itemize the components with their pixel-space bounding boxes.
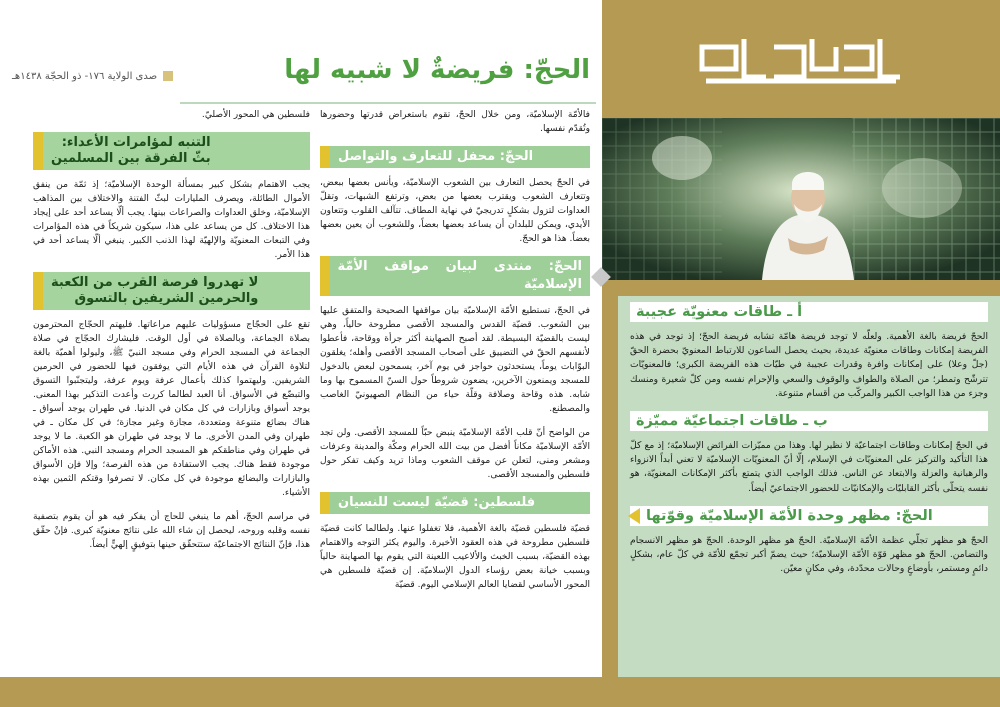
- heading-arrow-icon: [628, 508, 640, 524]
- issue-label: صدى الولاية ١٧٦- ذو الحجّة ١٤٣٨هـ: [12, 70, 158, 82]
- paragraph: من الواضح أنّ قلب الأمّة الإسلاميّة ينبض حبّاً للمسجد الأقصى. ولن تجد الأمّة الإسلاميّة مكاناً أفضل من بيت الله الحرام ومكّة والمدينة وعرفات ومشعر ومنى، لتعلن عن موقف الشعوب وماذا تريد وكيف تفكر حول فلسطين والمسجد الأقصى.: [320, 428, 590, 480]
- top-margin: [0, 0, 602, 6]
- paragraph: في الحجّ، تستطيع الأمّة الإسلاميّة بيان مواقفها الصحيحة والمتفق عليها بين الشعوب. قضيّة القدس والمسجد الأقصى مطروحة حالياً، وهي ليست بالقضيّة البسيطة. لقد أصبح الصهاينة أكثر جرأة ووقاحة، فأعطوا لأنفسهم الحقّ في التضييق على أصحاب المسجد الأقصى وأهله؛ يغلقون البوّابات يوماً، يستحدثون حواجز في يوم آخر، يسمحون لبعض بالدخول للمسجد ويمنعون الآخرين، يضعون شروطاً حول السنّ المسموح بها وما شابه. هذه وقاحة وصلافة وقلّة حياء من النظام الصهيونيّ الغاصب والمصطنع.: [320, 306, 590, 414]
- pilgrim-photo: [602, 118, 1000, 280]
- heading-marker: [320, 256, 329, 296]
- logo-calligraphy-icon: [696, 29, 906, 89]
- right-text-box: [618, 296, 1000, 677]
- column-heading-text: الحجّ: محفل للتعارف والتواصل: [338, 149, 534, 164]
- paragraph: يجب الاهتمام بشكل كبير بمسألة الوحدة الإسلاميّة؛ إذ ثمّة من ينفق الأموال الطائلة، ويصرف المليارات لبثّ الفتنة والاختلاف بين المذاهب الإسلاميّة، وخلق العداوات والصراعات بينها. يجب ألّا يساعد أحد على إيجاد هذا الاختلاف. كل من يساعد على هذا، سيكون شريكاً في هذه المؤامرات وفي التبعات المعنويّة والإلهيّة لهذا الذنب الكبير. ينبغي ألّا يساعد أحد في هذا الأمر.: [33, 180, 310, 260]
- heading-line: لا تهدروا فرصة القرب من الكعبة: [51, 275, 259, 290]
- column-heading: [320, 492, 590, 514]
- section-heading-text: الحجّ: مظهر وحدة الأمّة الإسلاميّة وقوّتها: [646, 507, 933, 524]
- paragraph: تقع على الحجّاج مسؤوليات عليهم مراعاتها. فليهتم الحجّاج المحترمون بصلاة الجماعة، وبالصلاة في أول الوقت. فليشارك الحجّاج في صلاة الجماعة في المسجد الحرام وفي مسجد النبيّ ﷺ، وليولوا أهميّة بالغة لتلاوة القرآن في هذه الأيام التي يوفقون فيها للحضور في الحرمين الشريفين. وليهتموا كذلك بأعمال عرفة ويوم عرفة، وليتجنّبوا التسوق والتبضّع في الأسواق. أنا العبد لطالما كررت وأعدت التذكير بهذا المعنى. يوجد أسواق وبازارات في كل مكان في الدنيا. في طهران يوجد أسواق ـ هناك بضائع متنوعة ومتعددة، مجازة وغير مجازة؛ في كل مكان ـ في طهران وفي المدن الأخرى. ما لا يوجد في طهران هو الكعبة. ما لا يوجد في طهران وفي مناطقكم هو المسجد الحرام ومسجد النبي. هذه الأماكن موجودة فقط هناك. يجب الاستفادة من هذه الفرصة؛ وإلا فإن الأسواق والبازارات والبضائع موجودة في كل مكان. لا تصرفوا وقتكم الثمين بهذه الأشياء.: [33, 320, 310, 498]
- section-heading: [630, 506, 988, 526]
- column-heading: [320, 146, 590, 168]
- column-heading: [33, 132, 310, 170]
- heading-line: بثّ الفرقة بين المسلمين: [51, 151, 211, 166]
- column-heading-text: [43, 132, 219, 170]
- heading-marker: [33, 272, 43, 310]
- column-heading-text: فلسطين: قضيّة ليست للنسيان: [338, 495, 536, 510]
- section-heading-text: أ ـ طاقات معنويّة عجيبة: [636, 304, 803, 320]
- column-left: [33, 108, 310, 562]
- paragraph: قضيّة فلسطين قضيّة بالغة الأهمية، فلا تغفلوا عنها. ولطالما كانت قضيّة فلسطين مطروحة في هذه العقود الأخيرة. واليوم يكثر التوجه والاهتمام بهذه القضيّة، بسبب الخبث والألاعيب اللعينة التي يقوم بها الصهاينة حالياً وبسبب خيانة بعض رؤساء الدول الإسلاميّة. إن قضيّة فلسطين هي المحور الأساسي لقضايا العالم الإسلامي اليوم. قضيّة: [320, 524, 590, 590]
- right-panel: [602, 0, 1000, 677]
- column-intro: فالأمّة الإسلاميّة، ومن خلال الحجّ، تقوم باستعراض قدرتها وحضورها وتُقدّم نفسها.: [320, 110, 590, 134]
- column-heading: [320, 256, 590, 296]
- paragraph: في مراسم الحجّ، أهم ما ينبغي للحاج أن يفكر فيه هو أن يقوم بتصفية نفسه وقلبه وروحه، ليحصل إن شاء الله على نتائج معنويّة كبرى. فإنْ حقّق هذا، فإنّ النتائج الاجتماعيّة ستتحقّق حينها بتوفيقٍ إلهيٍّ أيضاً.: [33, 512, 310, 550]
- section-body: الحجّ هو مظهر تجلّي عظمة الأمّة الإسلاميّة. الحجّ هو مظهر الوحدة. الحجّ هو مظهر الانسجام والتضامن. الحجّ هو مظهر قوّة الأمّة الإسلاميّة؛ حيث يضمّ أكبر تجمّع للأمّة في كلّ عام، بشكلٍ دائمٍ ومستمر، بأوضاعٍ وحالات محدّدة، وفي مكانٍ معيّن.: [630, 534, 988, 575]
- footer-band: [0, 677, 1000, 707]
- heading-marker: [320, 146, 330, 168]
- column-intro: فلسطين هي المحور الأصليّ.: [201, 110, 310, 120]
- issue-square-icon: [163, 71, 173, 81]
- section-heading: [630, 302, 988, 322]
- column-heading-text: [43, 272, 266, 310]
- heading-line: والحرمين الشريفين بالتسوق: [74, 291, 259, 306]
- column-heading: [33, 272, 310, 310]
- paragraph: في الحجّ يحصل التعارف بين الشعوب الإسلاميّة، ويأنس بعضها ببعض، وتتعارف الشعوب ويقترب بعضها من بعض، وترتفع الشبهات، وتقلّ العداوات لتزول بشكلٍ تدريجيّ في نهاية المطاف. تتآلف القلوب وتتعاون الأيدي، ويمكن للبلدان أن يساعد بعضها بعضاً، وللشعوب أن يعين بعضها بعضاً. هذا هو الحجّ.: [320, 178, 590, 244]
- section-heading: [630, 411, 988, 431]
- column-right: [320, 108, 590, 602]
- heading-line: التنبه لمؤامرات الأعداء:: [61, 135, 211, 150]
- header-rule: [180, 102, 596, 104]
- column-heading-text: الحجّ: منتدى لبيان مواقف الأمّة الإسلاميّة: [337, 259, 582, 292]
- masthead: [602, 0, 1000, 118]
- section-heading-text: ب ـ طاقات اجتماعيّة مميّزة: [636, 413, 828, 430]
- section-body: الحجّ فريضة بالغة الأهمية. ولعلّه لا توجد فريضة هامّة تشابه فريضة الحجّ؛ إذ توجد في هذه الفريضة إمكانات وطاقات معنويّة عديدة، بحيث يحصل الساعون للارتباط المعنويّ بحضرة الحقّ (جلّ وعلا) على إمكانات وافرة وقدرات عجيبة في طيّات هذه الفريضة الكبرى؛ فالمعنويّات تترشّح وتمطر؛ من الصلاة والطواف والوقوف والسعي والإحرام نفسه ومن كلّ شعيرة ومنسك وجزء من هذا الواجب الكبير والمركّب من أقسام متنوعة.: [630, 331, 988, 399]
- issue-info: [12, 68, 187, 84]
- title-row: [190, 50, 590, 90]
- page-title: الحجّ: فريضةٌ لا شبيه لها: [284, 55, 590, 85]
- heading-marker: [33, 132, 43, 170]
- section-body: في الحجّ إمكانات وطاقات اجتماعيّة لا نظير لها. وهذا من مميّزات الفرائض الإسلاميّة؛ إذ مع كلّ هذا التأكيد والتركيز على المعنويّات في الإسلام، إلّا أنّ المعنويّات الإسلاميّة لا تعني أبداً الانزواء والرهبانية والعزلة والابتعاد عن الناس. فذلك الواجب الذي يتمتع بأكثر الإمكانات المعنويّة، هو نفسه يتحلّى بأكثر القابليّات والإمكانيّات للحضور الاجتماعيّ أيضاً.: [630, 440, 988, 494]
- heading-marker: [320, 492, 330, 514]
